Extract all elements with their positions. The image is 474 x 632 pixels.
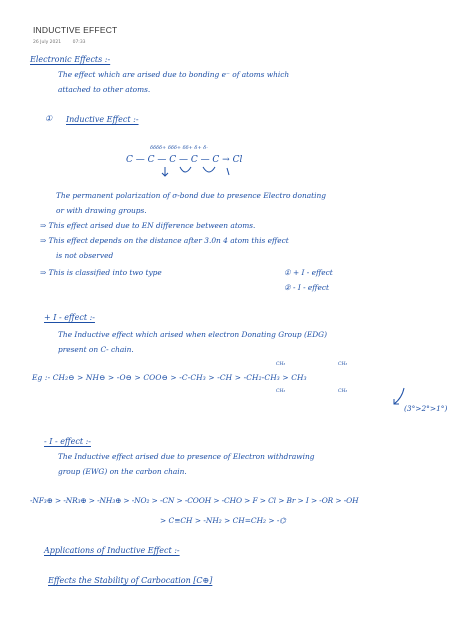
point-2-continued: is not observed (56, 251, 114, 260)
document-title: INDUCTIVE EFFECT (33, 25, 118, 35)
application-carbocation-stability: Effects the Stability of Carbocation [C⊕] (48, 576, 213, 585)
minus-i-order-line-2: > C≡CH > -NH₂ > CH=CH₂ > -⌬ (160, 516, 286, 525)
point-3: ⇒ This is classified into two type (40, 268, 162, 277)
electronic-def-line-2: attached to other atoms. (58, 85, 151, 94)
inductive-def-line-1: The permanent polarization of σ-bond due to presence Electro donating (56, 191, 326, 200)
tertiary-top-methyl: CH₃ (276, 362, 286, 367)
minus-i-order-line-1: -NF₃⊕ > -NR₃⊕ > -NH₃⊕ > -NO₂ > -CN > -COOH > -CHO > F > Cl > Br > I > -OR > -OH (30, 496, 359, 505)
minus-i-def-line-2: group (EWG) on the carbon chain. (58, 467, 187, 476)
chain-formula: C — C — C — C — C → Cl (126, 155, 243, 165)
plus-i-effect-heading: + I - effect :- (44, 313, 95, 322)
plus-i-comparison: (3°>2°>1°) (404, 404, 448, 413)
inductive-effect-heading: Inductive Effect :- (66, 115, 139, 124)
point-2: ⇒ This effect depends on the distance after 3.0n 4 atom this effect (40, 236, 289, 245)
document-meta (33, 40, 96, 45)
secondary-top-methyl: CH₃ (338, 362, 348, 367)
chain-delta-charges: δδδδ+ δδδ+ δδ+ δ+ δ- (150, 145, 208, 151)
minus-i-effect-heading: - I - effect :- (44, 437, 91, 446)
plus-i-def-line-2: present on C- chain. (58, 345, 134, 354)
inductive-number: ① (45, 114, 53, 123)
inductive-def-line-2: or with drawing groups. (56, 206, 147, 215)
minus-i-def-line-1: The Inductive effect arised due to presence of Electron withdrawing (58, 452, 315, 461)
electronic-def-line-1: The effect which are arised due to bonding e⁻ of atoms which (58, 70, 290, 79)
chain-arrows-drawing (145, 164, 255, 180)
type-minus-i: ② - I - effect (284, 283, 330, 292)
electronic-effects-heading: Electronic Effects :- (30, 55, 111, 64)
secondary-bottom-methyl: CH₃ (338, 389, 348, 394)
document-time: 07:33 (72, 40, 86, 45)
plus-i-def-line-1: The Inductive effect which arised when electron Donating Group (EDG) (58, 330, 327, 339)
type-plus-i: ① + I - effect (284, 268, 333, 277)
tertiary-bottom-methyl: CH₃ (276, 389, 286, 394)
plus-i-example-order: Eg :- CH₂⊖ > NH⊖ > -O⊖ > COO⊖ > -C-CH₃ > -CH > -CH₂-CH₃ > CH₃ (32, 373, 307, 382)
document-date: 26 July 2021 (33, 40, 62, 45)
point-1: ⇒ This effect arised due to EN difference between atoms. (40, 221, 256, 230)
applications-heading: Applications of Inductive Effect :- (44, 546, 180, 555)
